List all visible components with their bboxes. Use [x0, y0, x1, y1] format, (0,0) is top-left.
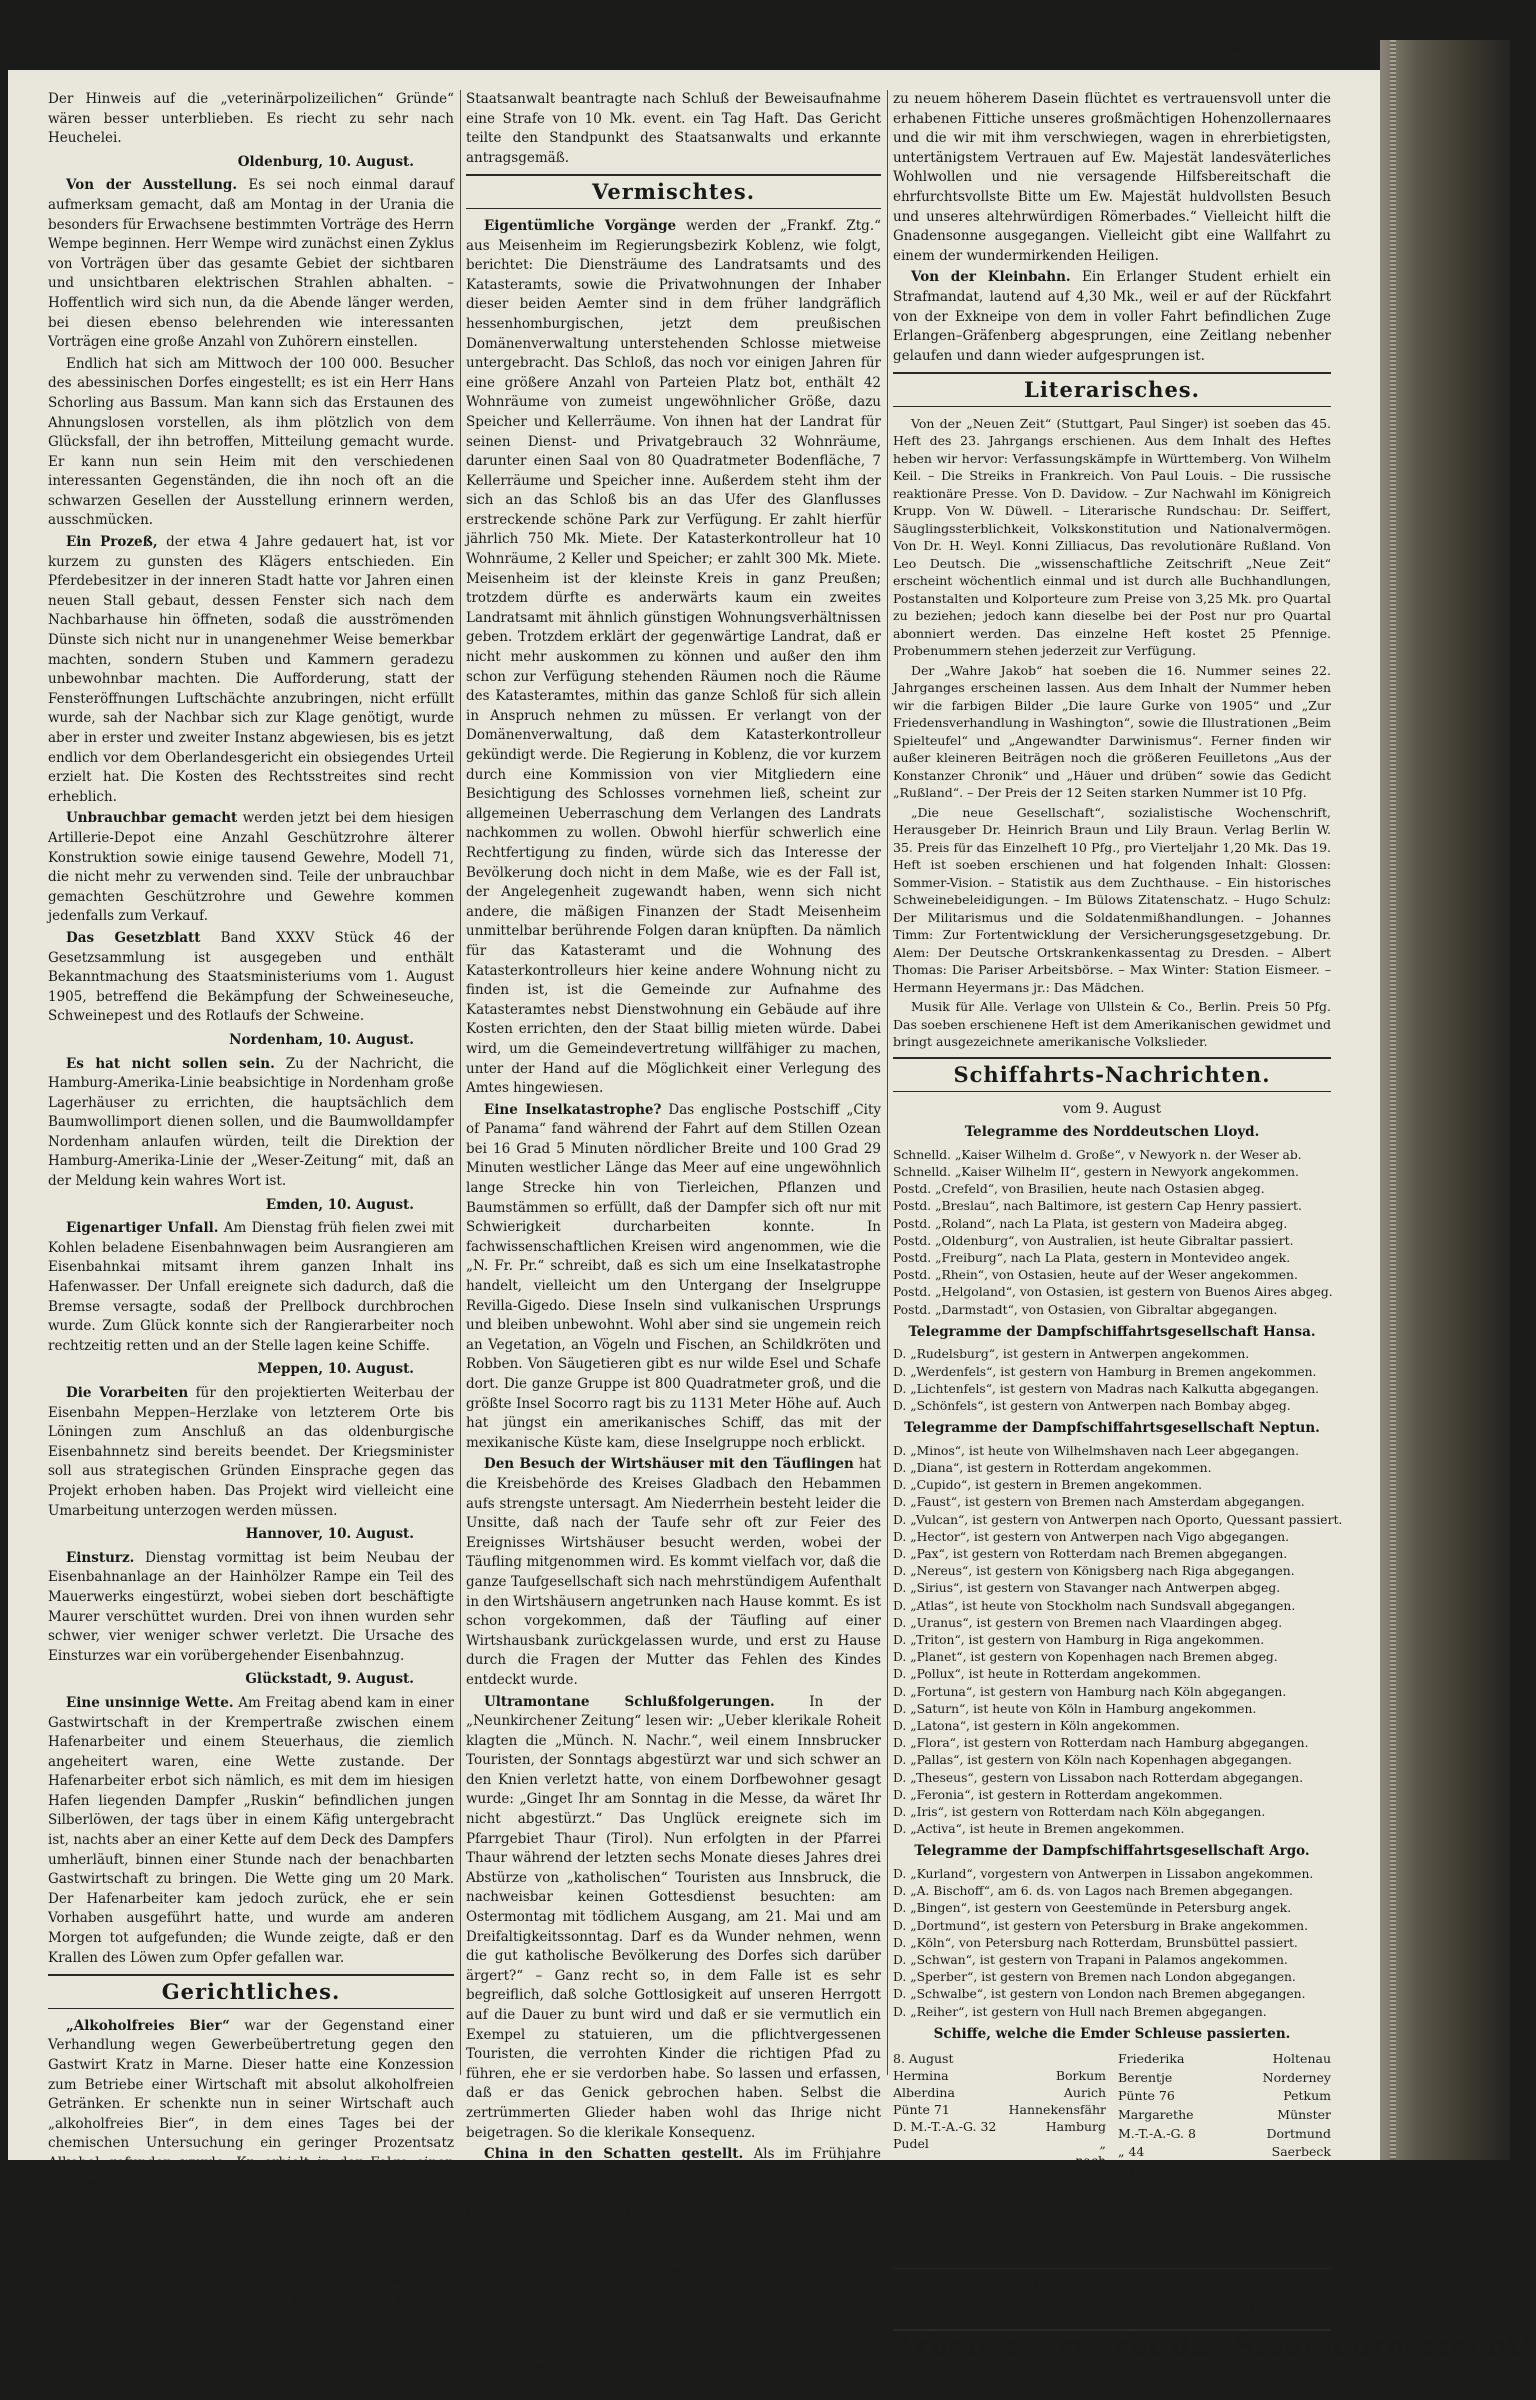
article-keyword: Von der Kleinbahn. [911, 269, 1071, 286]
ship-entry: D. „Bingen“, ist gestern von Geestemünde in Petersburg angek. [893, 1901, 1292, 1916]
ship-port: Hannekensfähr [1008, 2102, 1106, 2118]
ship-entry: D. „Theseus“, gestern von Lissabon nach Rotterdam abgegangen. [893, 1770, 1304, 1785]
article [466, 1455, 881, 1690]
article [48, 1384, 454, 1521]
ship-entry: D. „Sperber“, ist gestern von Bremen nach London abgegangen. [893, 1970, 1296, 1985]
article-keyword: Eine Inselkatastrophe? [484, 1101, 662, 1118]
article-text: Musik für Alle. Verlage von Ullstein & Co., Berlin. Preis 50 Pfg. Das soeben erschienene Heft ist dem Amerikanischen gewidmet und bringt ausgezeichnete amerikanische Volkslieder. [893, 999, 1331, 1050]
article-text: war der Gegenstand einer Verhandlung wegen Gewerbeübertretung gegen den Gastwirt Kratz in Marne. Dieser hatte eine Konzession zum Betriebe einer Wirtschaft mit absolut alkoholfreien Getränken. Er schenkte nun in seiner Wirtschaft auch „alkoholfreies Bier“, in dem eines Tages bei der chemischen Untersuchung ein geringer Prozentsatz Alkohol gefunden wurde. Kr. erhielt in der Folge einen Strafbefehl in Höhe von 30 Mk. eventuell sechs Tage Freiheitsstrafe. Er berief sich auf die Entscheidung des Amtsgerichts, das ihm die Erlaubnis erteilt habe, nur alkoholfreie Getränke auszuschenken. Hiergegen legte der Amtsanwalt Berufung ein. Er behauptete, der Angeklagte müsse gewußt haben, daß das Bier alkoholhaltig war. Dies bestreitet aber der Angeklagte. Er habe das Bier als alkoholfreies bezogen, und auch in den Guttempler-Zeitungen werde täglich „alkoholfreies Bier“ angezeigt. [48, 2017, 454, 2348]
article-text: Am Dienstag früh fielen zwei mit Kohlen beladene Eisenbahnwagen beim Ausrangieren am Eisenbahnkai mitsamt ihrem ganzen Inhalt ins Hafenwasser. Der Unfall ereignete sich dadurch, daß die Bremse versagte, sodaß der Prellbock durchbrochen wurde. Zum Glück konnte sich der Rangierarbeiter noch rechtzeitig retten und an der Stelle lagen keine Schiffe. [48, 1220, 454, 1354]
article-text: werden der „Frankf. Ztg.“ aus Meisenheim im Regierungsbezirk Koblenz, wie folgt, berichtet: Die Diensträume des Landratsamts und des Katasteramts, sowie die Privatwohnungen der Inhaber dieser beiden Aemter sind in dem früher landgräflich hessenhomburgischen, jetzt dem preußischen Domänenverwaltung unterstehenden Schlosse mietweise untergebracht. Das Schloß, das noch vor einigen Jahren für eine größere Anzahl von Parteien Platz bot, enthält 42 Wohnräume von zumeist ungewöhnlicher Größe, dazu Speicher und Kellerräume. Von ihnen hat der Landrat für seinen Dienst- und Privatgebrauch 32 Wohnräume, darunter einen Saal von 80 Quadratmeter Bodenfläche, 7 Kellerräume und Speicher inne. Außerdem steht ihm der sich an das Schloß bis an das Ufer des Glanflusses erstreckende schöne Park zur Verfügung. Er zahlt hierfür jährlich 750 Mk. Miete. Der Katasterkontrolleur hat 10 Wohnräume, 2 Keller und Speicher; er zahlt 300 Mk. Miete. Meisenheim ist der kleinste Kreis in ganz Preußen; trotzdem dürfte es anderwärts kaum ein zweites Landratsamt mit ähnlich günstigen Wohnungsverhältnissen geben. Trotzdem erklärt der gegenwärtige Landrat, daß er nicht mehr auskommen zu können und außer den ihm schon zur Verfügung stehenden Räumen noch die Räume des Katasteramtes, mithin das ganze Schloß für sich allein in Anspruch nehmen zu müssen. Er verlangt von der Domänenverwaltung, daß dem Katasterkontrolleur gekündigt werde. Die Regierung in Koblenz, die vor kurzem durch eine Kommission von vier Mitgliedern eine Besichtigung des Schlosses vornehmen ließ, scheint zur allgemeinen Ueberraschung dem Verlangen des Landrats nachkommen zu wollen. Obwohl hierfür schwerlich eine Rechtfertigung zu finden, würde sich das Interesse der Bevölkerung doch nicht in dem Maße, wie es der Fall ist, der Angelegenheit zugewandt haben, wenn sich nicht andere, die mäßigen Finanzen der Stadt Meisenheim unmittelbar berührende Folgen daran knüpften. Da nämlich für das Katasteramt und die Wohnung des Katasterkontrolleurs hier keine andere Wohnung nicht zu finden ist, ist die Gemeinde zur Aufnahme des Katasteramtes nebst Dienstwohnung ein Gebäude auf ihre Kosten errichten, den der Staat billig mieten würde. Dabei wird, um die Gemeindevertretung willfähiger zu machen, unter der Hand auf die Möglichkeit einer Verlegung des Amtes hingewiesen. [466, 217, 882, 1097]
article [48, 1549, 454, 1667]
ship-entry: D. „Atlas“, ist heute von Stockholm nach Sundsvall abgegangen. [893, 1598, 1296, 1613]
article-text: Endlich hat sich am Mittwoch der 100 000. Besucher des abessinischen Dorfes eingestellt; es ist ein Herr Hans Schorling aus Bassum. Man kann sich das Erstaunen des Ahnungslosen vorstellen, als ihm plötzlich von dem Glücksfall, der ihn betroffen, Mitteilung gemacht wurde. Er kann nun sein Heim mit den verschiedenen interessanten Gegenständen, die ihn noch oft an die schwarzen Gesellen der Ausstellung erinnern werden, ausschmücken. [48, 355, 454, 529]
ship-name: Friederika [1118, 2051, 1185, 2067]
article-keyword: Von der Ausstellung. [66, 177, 238, 194]
ship-entry: D. „Nereus“, ist gestern von Königsberg nach Riga abgegangen. [893, 1564, 1295, 1579]
ship-entry: D. „A. Bischoff“, am 6. ds. von Lagos nach Bremen abgegangen. [893, 1884, 1293, 1899]
dateline: Nordenham, 10. August. [229, 1031, 414, 1048]
ship-name: D. Vornholm [1118, 2218, 1197, 2234]
ship-entry: D. „Planet“, ist gestern von Kopenhagen nach Bremen abgeg. [893, 1650, 1278, 1665]
ship-name: Pünte 71 [893, 2102, 950, 2118]
ship-name: Berentje [1118, 2069, 1173, 2085]
article-text: Als im Frühjahre bekannt wurde, daß der Kaiser zu den großen militärischen Herbstübungen an den Rhein kommen werde, beschlossen flugs der Gemeinderat und die Bürgerschaft des Bades Bertrich, den Kaiser zu einem Besuche einzuladen. Es wurde dessen halber an den Ostertagen in diesem Sinne an den Kaiser ein umfangreiches Telegramm abgesandt, in dem es u. a. hieß: „Erhabene Majestät“ und einem Hinweise auf die Lage des Bades heißt es darin: „Unsere ehrwürdigen Eifelkrater, die zu Zeiten der sich unter feuerspeienden Wehen der kranken Menschheit sieben degenerierte Wunderkind, bislang noch ein vereinsamtes Aschenbrödel, um Ew. Majestät erlauchten Schutz. [466, 2146, 881, 2398]
ship-entry: D. „Fortuna“, ist gestern von Hamburg nach Köln abgegangen. [893, 1684, 1287, 1699]
page-number: 325 [1190, 36, 1249, 69]
dateline: Emden, 10. August. [265, 1196, 414, 1213]
section-title-vermischtes: Vermischtes. [466, 174, 881, 209]
ship-port: von [1308, 2181, 1331, 2197]
slogan-banner: Arbeiter, erwerbt das Staatsbürgerrecht! [893, 2330, 1533, 2362]
article-keyword: Unbrauchbar gemacht [66, 810, 238, 827]
ship-entry: D. „Schwalbe“, ist gestern von London nach Bremen abgegangen. [893, 1987, 1306, 2002]
article-keyword: Ultramontane Schlußfolgerungen. [484, 1693, 775, 1710]
ship-name: D. Urania [1118, 2236, 1179, 2252]
ship-entry: D. „Diana“, ist gestern in Rotterdam angekommen. [893, 1460, 1212, 1475]
ship-name: Logger Osnabrück [893, 2170, 962, 2203]
ship-entry: Schnelld. „Kaiser Wilhelm II“, gestern in Newyork angekommen. [893, 1164, 1299, 1179]
ship-entry: D. „Rudelsburg“, ist gestern in Antwerpen angekommen. [893, 1347, 1250, 1362]
hochwasser-text: Freitag, 11. August: vormittags 9.29, nachmittags 10.12 [893, 2303, 1265, 2318]
article-keyword: Ein Prozeß, [66, 534, 158, 551]
ship-name: „ Mars [893, 2221, 937, 2237]
telegram-title-neptun: Telegramme der Dampfschiffahrtsgesellschaft Neptun. [904, 1420, 1320, 1437]
article-text: Der „Wahre Jakob“ hat soeben die 16. Nummer seines 22. Jahrganges erscheinen lassen. Aus dem Inhalt der Nummer heben wir die farbigen Bilder „Die laure Gurke von 1905“ und „Zur Friedensverhandlung in Washington“, sowie die Illustrationen „Beim Spielteufel“ und „Angewandter Darwinismus“. Ferner finden wir außer kleineren Beiträgen noch die größeren Feuilletons „Aus der Konstanzer Chronik“ und „Häuer und drüben“ sowie das Gedicht „Rußland“. – Der Preis der 12 Seiten starken Nummer ist 10 Pfg. [893, 662, 1331, 801]
book-spine [1380, 40, 1510, 2160]
article [48, 2017, 454, 2350]
emden-title: Schiffe, welche die Emder Schleuse passierten. [933, 2025, 1291, 2042]
article [893, 268, 1331, 366]
ship-entry: D. „Flora“, ist gestern von Rotterdam nach Hamburg abgegangen. [893, 1736, 1309, 1751]
ship-name: Hermina [893, 2068, 949, 2084]
emden-date: 8. August [893, 2051, 954, 2067]
section-title-schiffahrt: Schiffahrts-Nachrichten. [893, 1057, 1331, 1092]
ship-port: Aurich [1063, 2085, 1106, 2101]
article-text: Ein Erlanger Student erhielt ein Strafmandat, lautend auf 4,30 Mk., weil er auf der Rückfahrt von der Exkneipe von dem in voller Fahrt befindlichen Zuge Erlangen–Gräfenberg abgesprungen, eine Zeitlang nebenher gelaufen und dann wieder aufgesprungen ist. [893, 269, 1331, 364]
dateline: Meppen, 10. August. [257, 1361, 414, 1378]
ship-name: „ Jakob [893, 2238, 940, 2254]
telegram-title-lloyd: Telegramme des Norddeutschen Lloyd. [964, 1124, 1260, 1141]
article-keyword: Eigentümliche Vorgänge [484, 217, 677, 234]
article-text: der etwa 4 Jahre gedauert hat, ist vor kurzem zu gunsten des Klägers entschieden. Ein Pferdebesitzer in der inneren Stadt hatte vor Jahren einen neuen Stall gebaut, dessen Fenster sich nach dem Nachbarhause hin öffneten, sodaß die ausströmenden Dünste sich nicht nur in unangenehmer Weise bemerkbar machten, sondern Stuben und Kammern geradezu unbewohnbar machten. Die Aufforderung, statt der Fensteröffnungen Luftschächte anzubringen, nicht erfüllt wurde, sah der Nachbar sich zur Klage genötigt, wurde aber in erster und zweiter Instanz abgewiesen, bis es jetzt endlich vor dem Oberlandesgericht ein obsiegendes Urteil erzielt hat. Die Kosten des Rechtsstreites sind recht erheblich. [48, 534, 454, 805]
emden-right-list [1118, 2050, 1331, 2254]
article [48, 1055, 454, 1192]
article-text: zu neuem höherem Dasein flüchtet es vertrauensvoll unter die erhabenen Fittiche unseres großmächtigen Hohenzollernaares und die wir mit ihm verschwiegen, wagen in ehrerbietigsten, untertänigstem Vertrauen auf Ew. Majestät landesväterliches Wohlwollen und nie versagende Hilfsbereitschaft die ehrfurchtsvollste Bitte um Ew. Majestät huldvollsten Besuch und unseres altehrwürdigen Römerbades.“ Vielleicht hilft die Gnadensonne ausgegangen. Vielleicht gibt eine Wallfahrt zu einem der wundermirkenden Heiligen. [893, 91, 1331, 264]
ship-name: „ 18 [1118, 2162, 1145, 2178]
telegram-title-hansa: Telegramme der Dampfschiffahrtsgesellschaft Hansa. [908, 1323, 1316, 1340]
ship-entry: D. „Feronia“, ist gestern in Rotterdam angekommen. [893, 1787, 1223, 1802]
ship-port: Dortmund [1266, 2125, 1331, 2141]
ship-port: Petkum [1283, 2088, 1331, 2104]
ship-port: Burnt Island [1251, 2218, 1331, 2234]
ship-name: Pudel [893, 2136, 929, 2152]
column-rule-1 [460, 90, 461, 2075]
ship-entry: D. „Lichtenfels“, ist gestern von Madras nach Kalkutta abgegangen. [893, 1381, 1320, 1396]
ship-entry: Postd. „Darmstadt“, von Ostasien, von Gibraltar abgegangen. [893, 1302, 1278, 1317]
column-2 [466, 90, 882, 2398]
ship-name [1118, 2180, 1252, 2199]
article-text: In der „Neunkirchener Zeitung“ lesen wir: „Ueber klerikale Roheit klagten die „Münch. N. Nachr.“, weil einem Innsbrucker Touristen, der Sonntags abgestürzt war und sich schwer an den Knien verletzt hatte, von einem Dorfbewohner gesagt wurde: „Ginget Ihr am Sonntag in die Messe, da wäret Ihr nicht abgestürzt.“ Das Unglück ereignete sich im Pfarrgebiet Thaur (Tirol). Nun erfolgten in der Pfarrei Thaur während der letzten sechs Monate dieses Jahres drei Abstürze von „katholischen“ Touristen aus Innsbruck, die nachweisbar keinen Gottesdienst besuchten: am Ostermontag mit tödlichem Ausgang, am 21. Mai und am Dreifaltigkeitssonntag. Darf es da Wunder nehmen, wenn die gut katholische Bevölkerung des Dorfes sich darüber ärgert?“ – Ganz recht so, in dem Falle ist es sehr begreiflich, daß solche Gottlosigkeit auf unseren Herrgott auf die Dauer zu bunt wird und daß er sie vermutlich ein Exempel zu statuieren, um die pflichtvergessenen Touristen, die verrohten Kinder die richtigen Pfad zu führen, ehe er sie verdorben habe. So lassen und erfassen, daß er das Genick gebrochen haben. Selbst die zertrümmerten Glieder haben wohl das Ihrige nicht beigetragen. So die klerikale Konsequenz. [466, 1693, 881, 2141]
ship-entry: Schnelld. „Kaiser Wilhelm d. Große“, v Newyork n. der Weser ab. [893, 1147, 1302, 1162]
article-keyword: Die Vorarbeiten [66, 1385, 189, 1401]
ship-entry: D. „Sirius“, ist gestern von Stavanger nach Antwerpen abgeg. [893, 1581, 1281, 1596]
article-text: Zu der Nachricht, die Hamburg-Amerika-Linie beabsichtige in Nordenham große Lagerhäuser zu errichten, die hauptsächlich dem Baumwollimport dienen sollen, und die Baumwolldampfer Nordenham anlaufen würden, teilt die Direktion der Hamburg-Amerika-Linie der „Weser-Zeitung“ mit, daß an der Meldung kein wahres Wort ist. [48, 1055, 454, 1190]
ship-entry: D. „Pollux“, ist heute in Rotterdam angekommen. [893, 1667, 1201, 1682]
column-rule-2 [887, 90, 888, 2075]
article-text: Staatsanwalt beantragte nach Schluß der Beweisaufnahme eine Strafe von 10 Mk. event. ein Tag Haft. Das Gericht teilte den Standpunkt des Staatsanwalts und erkannte antragsgemäß. [466, 91, 881, 166]
ship-entry: D. „Schönfels“, ist gestern von Antwerpen nach Bombay abgeg. [893, 1398, 1291, 1413]
article [466, 1101, 881, 1454]
ship-entry: Postd. „Breslau“, nach Baltimore, ist gestern Cap Henry passiert. [893, 1199, 1302, 1214]
ship-name: „ Stettin [893, 2204, 947, 2220]
article [48, 533, 454, 807]
ship-list-argo [893, 1866, 1331, 2021]
ship-port: Münster [1277, 2107, 1331, 2123]
ship-entry: D. „Reiher“, ist gestern von Hull nach Bremen abgegangen. [893, 2004, 1267, 2019]
article [466, 2145, 881, 2400]
article-keyword: Einsturz. [66, 1549, 135, 1566]
ship-entry: D. „Werdenfels“, ist gestern von Hamburg in Bremen angekommen. [893, 1364, 1317, 1379]
ship-entry: D. „Pax“, ist gestern von Rotterdam nach Bremen abgegangen. [893, 1546, 1288, 1561]
emden-left-list [893, 2067, 1106, 2254]
article-text: Dienstag vormittag ist beim Neubau der Eisenbahnanlage an der Hainhölzer Rampe ein Teil des Mauerwerks eingestürzt, wobei sieben dort beschäftigte Maurer verschüttet wurden. Drei von ihnen wurden sehr schwer, vier weniger schwer verletzt. Die Ursache des Einsturzes war ein vorübergehender Eisenbahnzug. [48, 1549, 454, 1664]
ship-entry: D. „Latona“, ist gestern in Köln angekommen. [893, 1718, 1180, 1733]
article [466, 217, 881, 1099]
ship-port: „ [1324, 2162, 1331, 2178]
ship-list-lloyd [893, 1147, 1331, 1319]
ship-name: Pünte 76 [1118, 2088, 1175, 2104]
ship-entry: D. „Kurland“, vorgestern von Antwerpen in Lissabon angekommen. [893, 1866, 1314, 1881]
ship-entry: D. „Uranus“, ist gestern von Bremen nach Vlaardingen abgeg. [893, 1615, 1283, 1630]
column-3 [893, 90, 1533, 2362]
ship-entry: Postd. „Crefeld“, von Brasilien, heute nach Ostasien abgeg. [893, 1182, 1265, 1197]
article [48, 809, 454, 927]
ship-port: Hamburg [1045, 2119, 1106, 2135]
ship-entry: Postd. „Roland“, nach La Plata, ist gestern von Madeira abgeg. [893, 1216, 1288, 1231]
ship-entry: D. „Faust“, ist gestern von Bremen nach Amsterdam abgegangen. [893, 1495, 1305, 1510]
article-keyword: „Alkoholfreies Bier“ [66, 2017, 230, 2034]
ship-port: See [1082, 2170, 1106, 2186]
article-keyword: Es hat nicht sollen sein. [66, 1055, 275, 1072]
ship-name: M.-T.-A.-G. 8 [1118, 2125, 1196, 2141]
ship-entry: D. „Hector“, ist gestern von Antwerpen nach Vigo abgegangen. [893, 1529, 1290, 1544]
ship-entry: D. „Saturn“, ist heute von Köln in Hamburg angekommen. [893, 1701, 1257, 1716]
ship-entry: Postd. „Rhein“, von Ostasien, heute auf der Weser angekommen. [893, 1268, 1298, 1283]
telegram-title-argo: Telegramme der Dampfschiffahrtsgesellschaft Argo. [914, 1843, 1310, 1860]
section-title-literarisches: Literarisches. [893, 372, 1331, 407]
ship-list-neptun [893, 1443, 1343, 1839]
ship-name [893, 2152, 1009, 2169]
article-keyword: China in den Schatten gestellt. [484, 2146, 744, 2163]
article-text: für den projektierten Weiterbau der Eisenbahn Meppen–Herzlake von letzterem Orte bis Löningen zum Anschluß an das oldenburgische Eisenbahnnetz sind bereits beendet. Der Kriegsminister soll aus strategischen Gründen Einsprache gegen das Projekt erhoben haben. Das Projekt wird vielleicht eine Umarbeitung unterzogen werden müssen. [48, 1385, 454, 1519]
ship-port: Saerbeck [1271, 2144, 1331, 2160]
ship-entry: D. „Dortmund“, ist gestern von Petersburg in Brake angekommen. [893, 1918, 1309, 1933]
ship-entry: D. „Köln“, von Petersburg nach Rotterdam, Brunsbüttel passiert. [893, 1935, 1298, 1950]
ship-port: Borkum [1055, 2068, 1106, 2084]
article [48, 176, 454, 352]
article-text: hat die Kreisbehörde des Kreises Gladbach den Hebammen aufs strengste untersagt. Am Niederrhein besteht leider die Unsitte, daß nach der Taufe sehr oft zur Feier des Ereignisses Wirtshäuser besucht werden, wobei der Täufling mitgenommen wird. Es kommt vielfach vor, daß die ganze Taufgesellschaft sich nach mehrstündigem Aufenthalt in den Wirtshäusern angetrunken nach Hause kommt. Es ist schon vorgekommen, daß der Täufling auf einer Wirtshausbank zurückgelassen wurde, und erst zu Hause durch die Fragen der Mutter das Fehlen des Kindes entdeckt wurde. [466, 1456, 882, 1688]
dateline: Hannover, 10. August. [245, 1526, 414, 1543]
article-keyword: Das Gesetzblatt [66, 929, 201, 946]
ship-name: „ 44 [1118, 2144, 1145, 2160]
article [48, 929, 454, 1027]
ship-port: „ [1099, 2221, 1106, 2237]
column-1 [48, 90, 454, 2348]
ship-entry: Postd. „Oldenburg“, von Australien, ist heute Gibraltar passiert. [893, 1233, 1294, 1248]
ship-entry: D. „Cupido“, ist gestern in Bremen angekommen. [893, 1478, 1203, 1493]
article-text: Von der „Neuen Zeit“ (Stuttgart, Paul Singer) ist soeben das 45. Heft des 23. Jahrgangs erschienen. Aus dem Inhalt des Heftes heben wir hervor: Verfassungskämpfe in Württemberg. Von Wilhelm Keil. – Die Streiks in Frankreich. Von Paul Louis. – Die russische reaktionäre Presse. Von D. Davidow. – Zur Nachwahl im Königreich Krupp. Von W. Düwell. – Literarische Rundschau: Dr. Seiffert, Säuglingssterblichkeit, Volkskonstitution und Nationalvermögen. Von Dr. H. Weyl. Konni Zilliacus, Das revolutionäre Rußland. Von Leo Deutsch. Die „wissenschaftliche Zeitschrift „Neue Zeit“ erscheint wöchentlich einmal und ist durch alle Buchhandlungen, Postanstalten und Kolporteure zum Preise von 3,25 Mk. pro Quartal zu beziehen; jedoch kann dieselbe bei der Post nur pro Quartal abonniert werden. Das einzelne Heft kostet 25 Pfennige. Probenummern stehen jederzeit zur Verfügung. [893, 415, 1331, 659]
ship-port: „ [1099, 2204, 1106, 2220]
ship-port: Dortmund [1266, 2199, 1331, 2215]
ship-entry: Postd. „Freiburg“, nach La Plata, gestern in Montevideo angek. [893, 1250, 1291, 1265]
ship-port: „ [1099, 2238, 1106, 2254]
emden-left-block [893, 2050, 1106, 2254]
ship-name: Monden 41 [1118, 2199, 1190, 2215]
ship-entry: Postd. „Helgoland“, von Ostasien, ist gestern von Buenos Aires abgeg. [893, 1285, 1333, 1300]
ship-entry: D. „Activa“, ist heute in Bremen angekommen. [893, 1822, 1185, 1837]
ship-port: Holtenau [1272, 2051, 1331, 2067]
ship-port: Norderney [1262, 2069, 1331, 2085]
ship-entry: D. „Schwan“, ist gestern von Trapani in Palamos angekommen. [893, 1953, 1288, 1967]
dateline: Oldenburg, 10. August. [237, 153, 414, 170]
ship-name: Alberdina [893, 2085, 955, 2101]
ship-entry: D. „Pallas“, ist gestern von Köln nach Kopenhagen abgegangen. [893, 1753, 1292, 1768]
ship-list-hansa [893, 1346, 1331, 1415]
article [466, 1693, 881, 2144]
article-text: Am Freitag abend kam in einer Gastwirtschaft in der Krempertraße zwischen einem Hafenarbeiter und einem Steuerhaus, die ziemlich angeheitert waren, eine Wette zustande. Der Hafenarbeiter erbot sich nämlich, es mit dem im hiesigen Hafen liegenden Dampfer „Ruskin“ befindlichen jungen Silberlöwen, der tags über in einem Käfig untergebracht ist, nachts aber an einer Kette auf dem Deck des Dampfers umherläuft, binnen einer Stunde nach der benachbarten Gastwirtschaft zu bringen. Die Wette ging um 20 Mark. Der Hafenarbeiter kam jedoch zurück, ehe er sein Vorhaben ausgeführt hatte, und wurde am anderen Morgen tot aufgefunden; die Wunde zeigte, daß er den Krallen des Löwen zum Opfer gefallen war. [48, 1694, 454, 1966]
article [48, 1694, 454, 1968]
ship-port: Nawik [1290, 2236, 1331, 2252]
article-text: „Die neue Gesellschaft“, sozialistische Wochenschrift, Herausgeber Dr. Heinrich Braun und Lily Braun. Verlag Berlin W. 35. Preis für das Einzelheft 10 Pfg., pro Vierteljahr 1,20 Mk. Das 19. Heft ist soeben erschienen und hat folgenden Inhalt: Glossen: Sommer-Vision. – Statistik aus dem Zuchthause. – Ein historisches Schweinebeleidigungen. – Im Bülows Zitatenschatz. – Hugo Schulz: Der Militarismus und die Soldatenmißhandlungen. – Johannes Timm: Zur Fortentwicklung der Versicherungsgesetzgebung. Dr. Alem: Der Deutsche Ortskrankenkassentag zu Dresden. – Albert Thomas: Die Pariser Arbeitsbörse. – Max Winter: Station Eismeer. – Hermann Heyermans jr.: Das Mädchen. [893, 804, 1331, 995]
article-keyword: Eigenartiger Unfall. [66, 1220, 219, 1237]
article-text: Es sei noch einmal darauf aufmerksam gemacht, daß am Montag in der Urania die besonders für Erwachsene bestimmten Vorträge des Herrn Wempe beginnen. Herr Wempe wird zunächst einen Zyklus von Vorträgen über das gesamte Gebiet der sichtbaren und unsichtbaren elektrischen Strahlen abhalten. – Hoffentlich wird sich nun, da die Abende länger werden, bei diesen ebenso belehrenden wie interessanten Vorträgen eine große Anzahl von Zuhörern einstellen. [48, 177, 454, 351]
article-text: Band XXXV Stück 46 der Gesetzsammlung ist ausgegeben und enthält Bekanntmachung des Staatsministeriums vom 1. August 1905, betreffend die Bekämpfung der Schweineseuche, Schweinepest und des Rotlaufs der Schweine. [48, 929, 454, 1025]
article-text: werden jetzt bei dem hiesigen Artillerie-Depot eine Anzahl Geschützrohre älterer Konstruktion sowie einige tausend Gewehre, Modell 71, die nicht mehr zu verwenden sind. Teile der unbrauchbar gemachten Geschützrohre und Gewehre kommen jedenfalls zum Verkauf. [48, 810, 454, 925]
article-keyword: Den Besuch der Wirtshäuser mit den Täuflingen [484, 1456, 854, 1473]
schiffahrt-date: vom 9. August [1062, 1100, 1162, 1117]
ship-entry: D. „Iris“, ist gestern von Rotterdam nach Köln abgegangen. [893, 1804, 1266, 1819]
article [48, 1219, 454, 1356]
ship-port: nach [1075, 2153, 1106, 2169]
hochwasser-title: Hochwasser. [893, 2268, 1331, 2297]
emden-ship-table [893, 2050, 1331, 2254]
ship-port: „ [1099, 2136, 1106, 2152]
ship-entry: D. „Minos“, ist heute von Wilhelmshaven nach Leer abgegangen. [893, 1443, 1300, 1458]
ship-entry: D. „Vulcan“, ist gestern von Antwerpen nach Oporto, Quessant passiert. [893, 1512, 1343, 1527]
article-text: Der Hinweis auf die „veterinärpolizeilichen“ Gründe“ wären besser unterblieben. Es riecht zu sehr nach Heuchelei. [48, 91, 454, 147]
section-title-gerichtliches: Gerichtliches. [48, 1974, 454, 2009]
ship-entry: D. „Triton“, ist gestern von Hamburg in Riga angekommen. [893, 1632, 1265, 1647]
ship-name: D. M.-T.-A.-G. 32 [893, 2119, 997, 2135]
article-text: Das englische Postschiff „City of Panama“ fand während der Fahrt auf dem Stillen Ozean bei 16 Grad 5 Minuten nördlicher Breite und 100 Grad 29 Minuten westlicher Länge das Meer auf eine ungewöhnlich lange Strecke hin von Tierleichen, Pflanzen und Baumstämmen so erfüllt, daß der Dampfer sich oft nur mit Schwierigkeit durcharbeiten konnte. In fachwissenschaftlichen Kreisen wird angenommen, wie die „N. Fr. Pr.“ schreibt, daß es sich um eine Inselkatastrophe handelt, vielleicht um den Untergang der Inselgruppe Revilla-Gigedo. Diese Inseln sind vulkanischen Ursprungs und bleiben unbewohnt. Wohl aber sind sie ungemein reich an Vegetation, an Vögeln und Fischen, an Schildkröten und Robben. Von Säugetieren gibt es nur wilde Esel und Schafe dort. Die ganze Gruppe ist 800 Quadratmeter groß, und die größte Insel Socorro ragt bis zu 1131 Meter Höhe auf. Auch hat jüngst ein amerikanisches Schiff, das mit der mexikanische Küste kam, diese Inselgruppe noch erblickt. [466, 1101, 882, 1451]
dateline: Glückstadt, 9. August. [245, 1671, 414, 1688]
ship-name: Margarethe [1118, 2107, 1194, 2123]
article-keyword: Eine unsinnige Wette. [66, 1694, 234, 1711]
